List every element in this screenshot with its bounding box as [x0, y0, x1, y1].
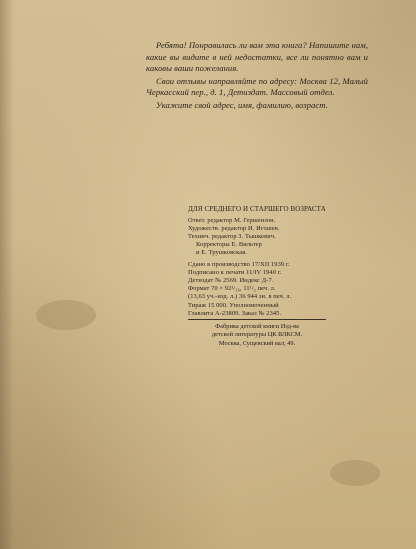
- imprint-line: Формат 70 × 92¹/₁₆, 11¹/₂ печ. л.: [188, 285, 276, 293]
- printing-house-block: [188, 323, 326, 348]
- imprint-line: Тираж 15 000. Уполномоченный: [188, 301, 279, 309]
- imprint-line: (13,63 уч.-изд. л.) 36 944 зн. в печ. л.: [188, 293, 292, 301]
- imprint-divider: [188, 319, 326, 320]
- notice-paragraph: Укажите свой адрес, имя, фамилию, возраст.: [156, 99, 328, 110]
- imprint-line: Корректоры Е. Вильтер: [196, 241, 262, 249]
- imprint-heading: ДЛЯ СРЕДНЕГО И СТАРШЕГО ВОЗРАСТА: [188, 205, 326, 213]
- imprint-line: Технич. редактор З. Тышкевич.: [188, 233, 276, 240]
- imprint-line: Подписано к печати 11/IV 1940 г.: [188, 268, 282, 276]
- imprint-line: Сдано в производство 17/XII 1939 г.: [188, 260, 290, 268]
- imprint-line: и Е. Трушковская.: [196, 249, 247, 257]
- imprint-line: Художеств. редактор И. Игошев.: [188, 224, 280, 232]
- paper-stain: [36, 300, 96, 330]
- notice-paragraph: Свои отзывы направляйте по адресу: Москва 12, Малый Черкасский пер., д. 1, Детиздат. Массовый отдел.: [146, 75, 368, 98]
- page-edge-shadow: [0, 0, 14, 549]
- imprint-line: Детиздат № 2569. Индекс Д-7.: [188, 277, 274, 285]
- reader-notice: [146, 40, 368, 112]
- paper-stain: [330, 460, 380, 486]
- factory-line: Москва, Сущевский вал, 49.: [218, 339, 296, 347]
- notice-paragraph: Ребята! Понравилась ли вам эта книга? Напишите нам, какие вы видите в ней недостатки, все ли понятно вам и каковы ваши пожелания.: [146, 40, 368, 74]
- imprint-block: [188, 205, 326, 318]
- imprint-line: Главлита А-23809. Заказ № 2345.: [188, 309, 282, 317]
- factory-line: детской литературы ЦК ВЛКСМ.: [211, 331, 303, 339]
- factory-line: Фабрика детской книги Изд-ва: [215, 323, 299, 330]
- imprint-line: Ответ. редактор М. Гершензон.: [188, 216, 276, 224]
